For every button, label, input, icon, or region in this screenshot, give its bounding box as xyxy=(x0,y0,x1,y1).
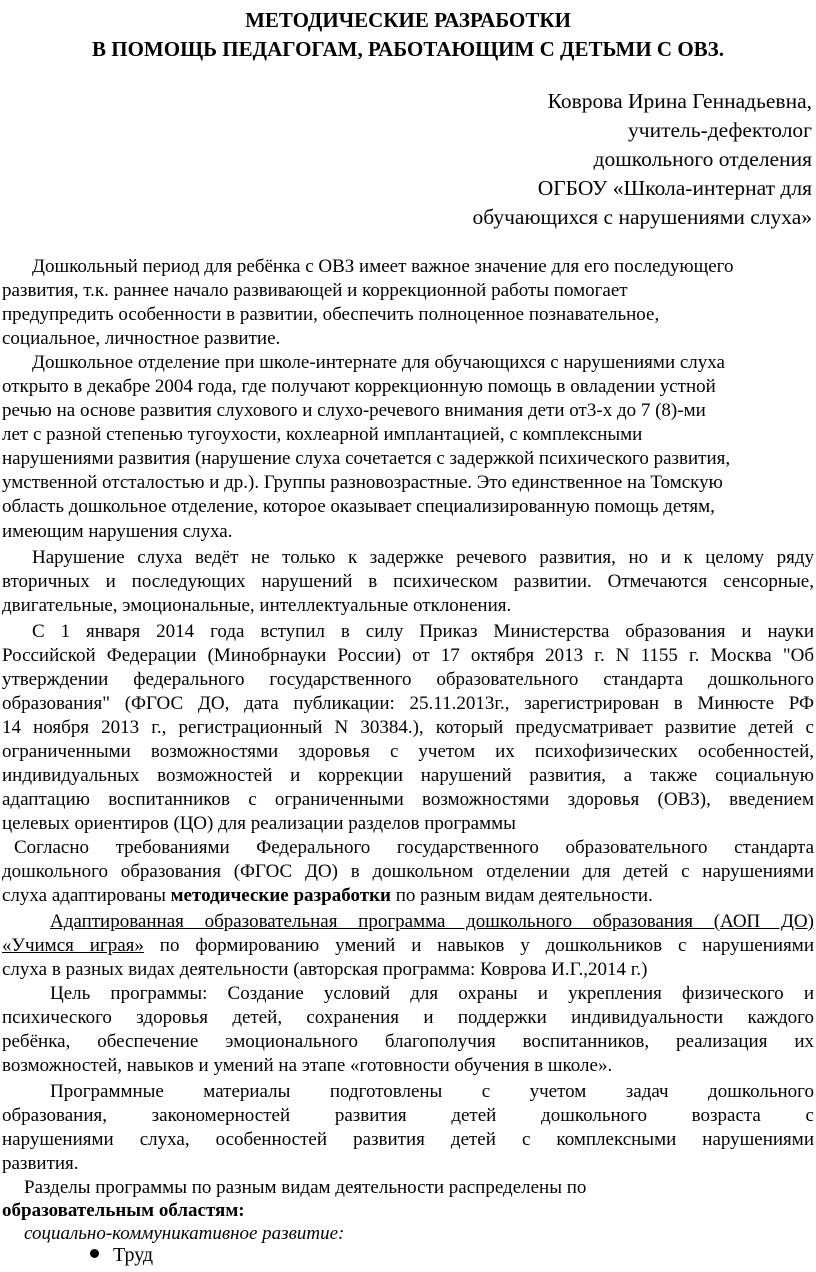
text-line: открыто в декабре 2004 года, где получают коррекционную помощь в овладении устной xyxy=(2,376,716,397)
bullet-icon xyxy=(90,1249,99,1258)
text-line: Согласно требованиями Федерального государственного образовательного стандарта xyxy=(14,837,814,858)
text-line: образования, закономерностей развития детей дошкольного возраста с xyxy=(2,1105,814,1126)
text-line: Цель программы: Создание условий для охраны и укрепления физического и xyxy=(50,983,814,1004)
text-line: социальное, личностное развитие. xyxy=(2,328,281,349)
text-line: речью на основе развития слухового и слухо-речевого внимания дети от3-х до 7 (8)-ми xyxy=(2,400,706,421)
text-line: 14 ноября 2013 г., регистрационный N 30384.), который предусматривает развитие детей с xyxy=(2,717,814,738)
program-title-line: Адаптированная образовательная программа дошкольного образования (АОП ДО) xyxy=(50,911,814,932)
author-line: Коврова Ирина Геннадьевна, xyxy=(547,89,812,113)
text-line: Программные материалы подготовлены с учетом задач дошкольного xyxy=(50,1081,814,1102)
text-line: предупредить особенности в развитии, обеспечить полноценное познавательное, xyxy=(2,304,660,325)
text-line: двигательные, эмоциональные, интеллектуальные отклонения. xyxy=(2,595,512,616)
author-line: дошкольного отделения xyxy=(593,147,812,171)
text-line: вторичных и последующих нарушений в психическом развитии. Отмечаются сенсорные, xyxy=(2,571,814,592)
text-line: возможностей, навыков и умений на этапе «готовности обучения в школе». xyxy=(2,1055,613,1076)
text-line xyxy=(2,884,814,908)
author-line: учитель-дефектолог xyxy=(628,118,812,142)
text-line: слуха в разных видах деятельности (авторская программа: Коврова И.Г.,2014 г.) xyxy=(2,959,648,980)
subsection-heading: социально-коммуникативное развитие: xyxy=(24,1223,345,1244)
title-line-2: В ПОМОЩЬ ПЕДАГОГАМ, РАБОТАЮЩИМ С ДЕТЬМИ С ОВЗ. xyxy=(92,37,724,61)
text-line xyxy=(2,934,814,958)
section-heading: образовательным областям: xyxy=(2,1200,245,1221)
list-item-label: Труд xyxy=(113,1244,154,1266)
text-line: Нарушение слуха ведёт не только к задержке речевого развития, но и к целому ряду xyxy=(32,547,814,568)
text-fragment: по формированию умений и навыков у дошкольников с нарушениями xyxy=(143,935,814,956)
text-line: область дошкольное отделение, которое оказывает специализированную помощь детям, xyxy=(2,496,715,517)
text-line: нарушениями развития (нарушение слуха сочетается с задержкой психического развития, xyxy=(2,448,731,469)
text-line: Дошкольный период для ребёнка с ОВЗ имеет важное значение для его последующего xyxy=(32,256,734,277)
text-line: психического здоровья детей, сохранения и поддержки индивидуальности каждого xyxy=(2,1007,814,1028)
text-fragment: по разным видам деятельности. xyxy=(390,885,653,906)
author-line: обучающихся с нарушениями слуха» xyxy=(472,205,812,229)
author-line: ОГБОУ «Школа-интернат для xyxy=(537,176,812,200)
bold-term: методические разработки xyxy=(170,885,391,906)
text-line: С 1 января 2014 года вступил в силу Приказ Министерства образования и науки xyxy=(32,621,814,642)
text-line: ограниченными возможностями здоровья с учетом их психофизических особенностей, xyxy=(2,741,814,762)
text-line: Разделы программы по разным видам деятельности распределены по xyxy=(24,1177,587,1198)
text-line: лет с разной степенью тугоухости, кохлеарной имплантацией, с комплексными xyxy=(2,424,643,445)
text-line: образования" (ФГОС ДО, дата публикации: 25.11.2013г., зарегистрирован в Минюсте РФ xyxy=(2,693,814,714)
text-line: Российской Федерации (Минобрнауки России) от 17 октября 2013 г. N 1155 г. Москва "Об xyxy=(2,645,814,666)
text-line: имеющим нарушения слуха. xyxy=(2,521,233,542)
text-line: развития, т.к. раннее начало развивающей и коррекционной работы помогает xyxy=(2,280,628,301)
text-line: дошкольного образования (ФГОС ДО) в дошкольном отделении для детей с нарушениями xyxy=(2,861,814,882)
text-line: индивидуальных возможностей и коррекции нарушений развития, а также социальную xyxy=(2,765,814,786)
program-name: «Учимся играя» xyxy=(2,935,144,956)
text-line: развития. xyxy=(2,1153,79,1174)
text-line: утверждении федерального государственного образовательного стандарта дошкольного xyxy=(2,669,814,690)
bullet-list xyxy=(90,1243,153,1267)
text-fragment: слуха адаптированы xyxy=(2,885,171,906)
text-line: Дошкольное отделение при школе-интернате для обучающихся с нарушениями слуха xyxy=(32,352,725,373)
title-line-1: МЕТОДИЧЕСКИЕ РАЗРАБОТКИ xyxy=(245,8,571,32)
list-item xyxy=(90,1243,153,1267)
text-line: целевых ориентиров (ЦО) для реализации разделов программы xyxy=(2,813,516,834)
text-line: адаптацию воспитанников с ограниченными возможностями здоровья (ОВЗ), введением xyxy=(2,789,814,810)
text-line: умственной отсталостью и др.). Группы разновозрастные. Это единственное на Томскую xyxy=(2,472,723,493)
text-line: нарушениями слуха, особенностей развития детей с комплексными нарушениями xyxy=(2,1129,814,1150)
text-line: ребёнка, обеспечение эмоционального благополучия воспитанников, реализация их xyxy=(2,1031,814,1052)
